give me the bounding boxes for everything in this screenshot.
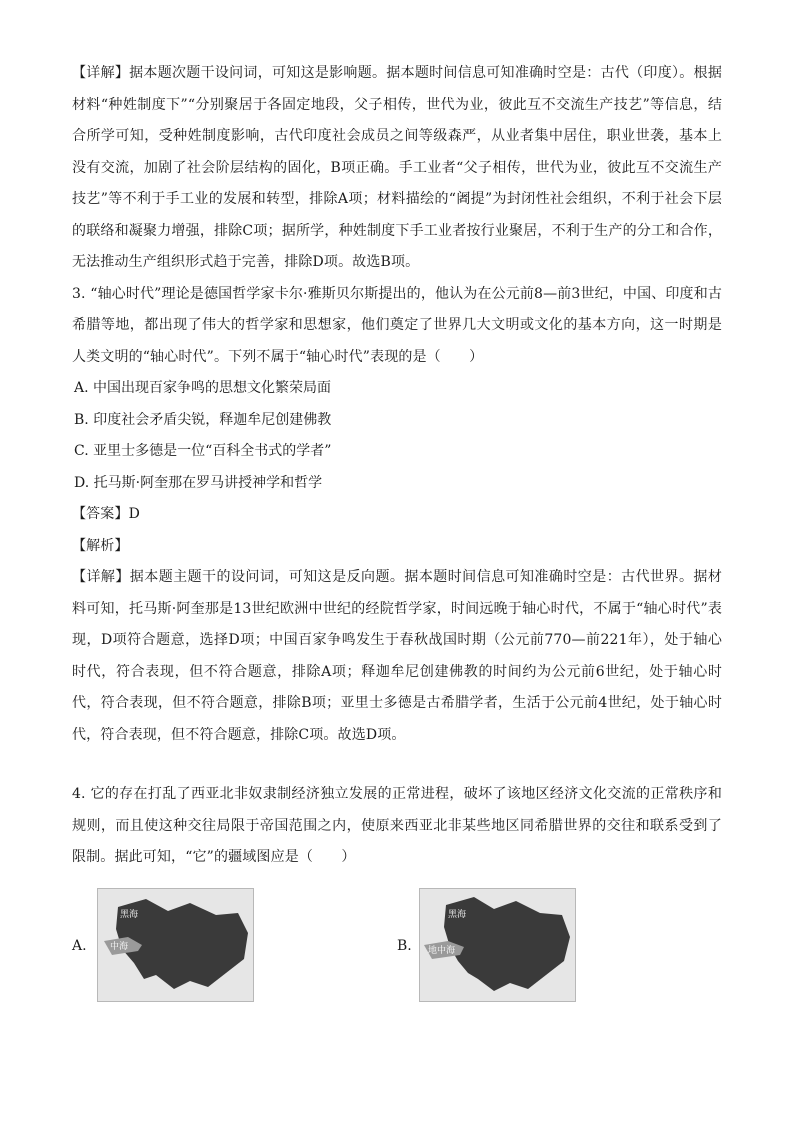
q4-option-a-label: A. xyxy=(72,938,87,954)
map-b-label-black-sea: 黑海 xyxy=(448,910,467,920)
q3-detail: 【详解】据本题主题干的设问词，可知这是反向题。据本题时间信息可知准确时空是：古代世界。据材料可知，托马斯·阿奎那是13世纪欧洲中世纪的经院哲学家，时间远晚于轴心时代，不属于“轴心时代”表现，D项符合题意，选择D项；中国百家争鸣发生于春秋战国时期（公元前770—前221年），处于轴心时代，符合表现，但不符合题意，排除A项；释迦牟尼创建佛教的时间约为公元前6世纪，处于轴心时代，符合表现，但不符合题意，排除B项；亚里士多德是古希腊学者，生活于公元前4世纪，处于轴心时代，符合表现，但不符合题意，排除C项。故选D项。 xyxy=(72,569,722,743)
q3-option-b: B. 印度社会矛盾尖锐，释迦牟尼创建佛教 xyxy=(74,411,332,428)
q4-stem: 4. 它的存在打乱了西亚北非奴隶制经济独立发展的正常进程，破坏了该地区经济文化交流的正常秩序和规则，而且使这种交往局限于帝国范围之内，使原来西亚北非某些地区同希腊世界的交往和联系受到了限制。据此可知，“它”的疆域图应是（ ） xyxy=(72,786,722,865)
q4-option-b-label: B. xyxy=(397,938,412,954)
q3-answer: 【答案】D xyxy=(72,506,140,522)
map-a-label-black-sea: 黑海 xyxy=(120,910,139,920)
q3-analysis-label: 【解析】 xyxy=(72,537,129,554)
q4-map-a-image xyxy=(97,888,254,1002)
page-content xyxy=(72,58,722,874)
q3-option-c: C. 亚里士多德是一位“百科全书式的学者” xyxy=(74,443,332,459)
map-a-label-med-sea: 中海 xyxy=(110,942,129,952)
q3-option-d: D. 托马斯·阿奎那在罗马讲授神学和哲学 xyxy=(74,474,323,491)
q4-map-b-image xyxy=(419,888,576,1002)
map-b-svg xyxy=(420,889,575,1001)
q3-option-a: A. 中国出现百家争鸣的思想文化繁荣局面 xyxy=(74,380,332,396)
q4-map-options xyxy=(72,888,722,1003)
map-b-label-med-sea: 地中海 xyxy=(428,946,456,956)
map-a-svg xyxy=(98,889,253,1001)
q2-detail: 【详解】据本题次题干设问词，可知这是影响题。据本题时间信息可知准确时空是：古代（印度）。根据材料“种姓制度下”“分别聚居于各固定地段，父子相传，世代为业，彼此互不交流生产技艺”等信息，结合所学可知，受种姓制度影响，古代印度社会成员之间等级森严，从业者集中居住，职业世袭，基本上没有交流，加剧了社会阶层结构的固化，B项正确。手工业者“父子相传，世代为业，彼此互不交流生产技艺”等不利于手工业的发展和转型，排除A项；材料描绘的“阇提”为封闭性社会组织，不利于社会下层的联络和凝聚力增强，排除C项；据所学，种姓制度下手工业者按行业聚居，不利于生产的分工和合作，无法推动生产组织形式趋于完善，排除D项。故选B项。 xyxy=(72,65,722,270)
q3-stem: 3. “轴心时代”理论是德国哲学家卡尔·雅斯贝尔斯提出的，他认为在公元前8—前3世纪，中国、印度和古希腊等地，都出现了伟大的哲学家和思想家，他们奠定了世界几大文明或文化的基本方向，这一时期是人类文明的“轴心时代”。下列不属于“轴心时代”表现的是（ ） xyxy=(72,285,722,365)
